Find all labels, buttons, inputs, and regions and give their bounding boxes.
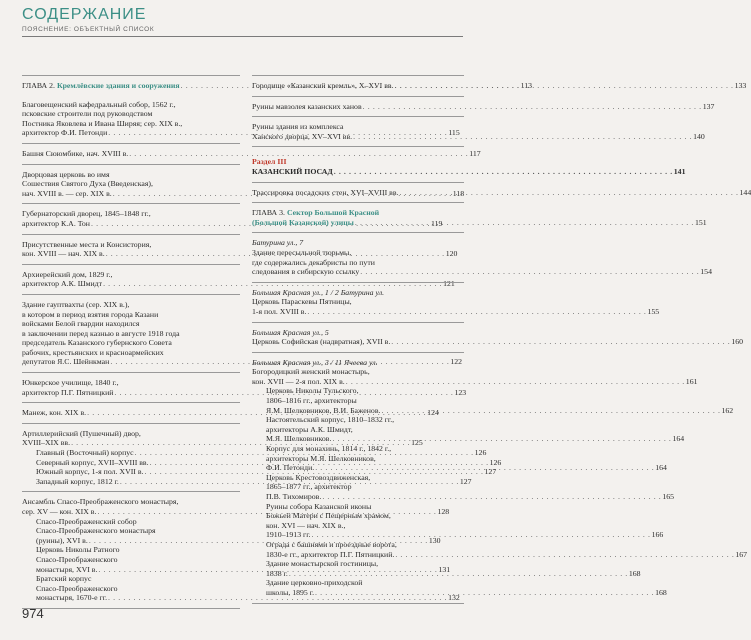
divider [22,164,240,165]
page-ref: 166 [651,530,664,540]
page-ref: 118 [452,188,465,198]
toc-chapter-3[interactable] [252,208,707,227]
divider [22,491,240,492]
entry-text: Юнкерское училище, 1840 г., [22,378,119,388]
entry-text: рабочих, крестьянских и красноармейских [22,347,164,357]
entry-text: Церковь Крестовоздвиженская, [266,472,371,482]
entry-text: 1910–1913 гг. [266,530,311,540]
page-ref: 126 [489,457,502,467]
page-ref: 123 [454,387,467,397]
entry-text: Божьей Матери с Пещерным храмом, [266,511,391,521]
section-label: Раздел III [252,157,287,167]
entry-text: архитекторы А.К. Шмидт, [266,424,353,434]
divider [22,402,240,403]
entry-text: Церковь Николы Ратного [36,545,120,555]
entry-text: П.В. Тихомиров. [266,492,322,501]
page-ref: 115 [448,128,460,138]
entry-text: нач. XVIII в. — сер. XIX в. [22,188,112,198]
page-ref: 120 [445,249,458,259]
entry-text: Богородицкий женский монастырь, [252,367,370,377]
page-ref: 164 [672,434,685,444]
entry-text: Церковь Николы Тульского, [266,386,359,396]
section-title: КАЗАНСКИЙ ПОСАД [252,166,333,176]
address-text: Большая Красная ул., 1 / 2 Батурина ул. [252,287,385,297]
entry-text: Южный корпус, 1-я пол. XVII в. [36,467,144,477]
entry-text: где содержались декабристы по пути [252,257,375,267]
entry-text: Ограда с башнями и проездные ворота, [266,539,397,549]
entry-text: Северный корпус, XVII–XVIII вв. [36,457,149,467]
divider [22,75,240,76]
entry-text: в заключении перед казнью в августе 1918 года [22,328,180,338]
chapter-prefix: ГЛАВА 2. [22,81,57,90]
toc-subentry[interactable] [252,578,667,597]
entry-text: XVIII–XIX вв. [22,438,71,448]
divider [22,264,240,265]
entry-text: Церковь Софийская (надвратная), XVII в. [252,337,391,347]
divider [22,203,240,204]
entry-text: Губернаторский дворец, 1845–1848 гг., [22,209,151,219]
address-text: Батурина ул., 7 [252,238,304,248]
entry-text: Здание пересыльной тюрьмы, [252,247,352,257]
entry-text: председатель Казанского губернского Совета [22,338,172,348]
page-ref: 137 [702,101,715,111]
divider [252,96,464,97]
entry-text: Трассировка посадских стен, XVI–XVIII вв. [252,187,399,197]
entry-text: в котором в период взятия города Казани [22,309,159,319]
page-ref: 117 [469,148,481,158]
page-ref: 133 [734,81,747,90]
toc-entry-baturina[interactable] [252,238,712,277]
page-ref: 125 [411,438,423,448]
toc-entry-paraskeva[interactable] [252,287,660,317]
entry-text: Артиллерийский (Пушечный) двор, [22,428,141,438]
entry-text: 1-я пол. XVIII в. [252,306,307,316]
page-ref: 124 [427,408,439,418]
entry-text: Главный (Восточный) корпус [36,448,134,458]
entry-text: школы, 1895 г. [266,587,315,597]
entry-text: Ансамбль Спасо-Преображенского монастыря, [22,497,179,507]
entry-text: кон. XVI — нач. XIX в., [266,520,346,530]
entry-text: Западный корпус, 1812 г. [36,476,119,486]
toc-entry-mausoleum[interactable] [252,101,715,112]
toc-subentry[interactable] [252,501,664,540]
entry-text: Руины мавзолея казанских ханов [252,101,362,111]
page-ref: 127 [484,467,497,477]
page-ref: 126 [474,448,487,458]
page-ref: 119 [431,218,443,228]
entry-text: архитекторы М.Я. Шелковников, [266,453,376,463]
divider [252,146,464,147]
entry-text: сер. XV — кон. XIX в. [22,507,97,516]
entry-text: Настоятельский корпус, 1810–1832 гг., [266,415,395,425]
entry-text: Ф.И. Петонди. [266,463,315,473]
address-text: Большая Красная ул., 3 / 11 Ячеева ул. [252,357,378,367]
page-ref: 131 [438,564,451,574]
entry-text: Присутственные места и Консистория, [22,239,152,249]
entry-text: кон. XVII — 2-я пол. XIX в. [252,376,345,386]
entry-text: монастыря, 1670-е гг. [36,593,108,603]
page-ref: 154 [700,267,712,277]
page-ref: 167 [735,549,748,559]
page-ref: 165 [662,492,675,501]
divider [22,423,240,424]
entry-text: депутатов Я.С. Шейнкман [22,357,110,367]
page-ref: 144 [739,187,751,197]
divider [252,352,464,353]
entry-text: Манеж, кон. XIX в. [22,408,87,418]
toc-entry-trassirovka[interactable] [252,187,751,198]
toc-entry-bogoroditsky[interactable] [252,357,698,387]
page-number: 974 [22,606,44,621]
page-ref: 164 [655,463,667,473]
toc-subentry[interactable] [252,559,641,578]
divider [252,202,464,203]
page-ref: 130 [428,535,441,545]
entry-text: архитектор Ф.И. Петонди [22,128,108,138]
entry-text: Я.М. Шелковников, В.И. Баженов. [266,405,381,415]
entry-text: кон. XVIII — нач. XIX в. [22,249,105,259]
entry-text: Постника Яковлева и Ивана Ширяя; сер. XIX в., [22,118,183,128]
entry-text: Спасо-Преображенского [36,554,118,564]
divider [22,294,240,295]
page-ref: 122 [450,357,463,367]
entry-text: Корпус для монахинь, 1814 г., 1842 г., [266,444,392,454]
toc-entry-sofiyskaya[interactable] [252,327,744,347]
entry-text: Братский корпус [36,574,92,584]
toc-entry-khan-palace[interactable] [252,122,705,141]
entry-text: Руины здания из комплекса [252,122,344,132]
entry-text: Сошествия Святого Духа (Введенская), [22,179,153,189]
entry-text: войсками Белой гвардии находился [22,319,140,329]
divider [22,608,240,609]
entry-text: архитектор П.Г. Пятницкий [22,387,114,397]
page-subtitle: ПОЯСНЕНИЕ: ОБЪЕКТНЫЙ СПИСОК [22,26,155,33]
page-ref: 161 [685,376,698,386]
divider [22,372,240,373]
toc-entry-tower[interactable] [22,148,481,159]
page-ref: 168 [628,568,641,578]
page-ref: 113 [520,81,533,90]
entry-text: Городище «Казанский кремль», X–XVI вв. [252,81,394,90]
divider [252,116,464,117]
entry-text: Башня Сююмбике, нач. XVIII в. [22,148,129,158]
entry-text: псковские строители под руководством [22,109,153,119]
chapter-title: (Большой Казанской) улицы [252,217,354,227]
entry-text: Здание монастырской гостиницы, [266,559,379,569]
page-ref: 140 [693,131,705,141]
entry-text: 1830-е гг., архитектор П.Г. Пятницкий. [266,549,395,559]
entry-text: Архиерейский дом, 1829 г., [22,269,113,279]
entry-text: Здание гауптвахты (сер. XIX в.), [22,299,130,309]
page-title: СОДЕРЖАНИЕ [22,6,147,23]
entry-text: архитектор К.А. Тон [22,218,90,228]
entry-text: Спасо-Преображенский собор [36,516,137,526]
entry-text: Ханского дворца, XV–XVI вв. [252,131,353,141]
page-ref: 160 [731,337,744,347]
entry-text: Спасо-Преображенского монастыря [36,526,156,536]
entry-text: Благовещенский кафедральный собор, 1562 г., [22,99,176,109]
entry-text: Дворцовая церковь во имя [22,169,110,179]
entry-text: 1865–1877 гг., архитектор [266,482,352,492]
page-ref: 128 [437,507,450,516]
header-divider [22,36,463,37]
entry-text: 1838 г. [266,568,288,578]
page-ref: 132 [448,593,460,603]
entry-text: Церковь Параскевы Пятницы, [252,297,352,307]
chapter-title: Кремлёвские здания и сооружения [56,81,180,90]
entry-text: монастыря, XVI в. [36,564,98,574]
divider [252,182,464,183]
address-text: Большая Красная ул., 5 [252,327,329,337]
page-ref: 141 [673,166,686,176]
toc-subentry[interactable] [252,415,685,444]
entry-text: Здание церковно-приходской [266,578,363,588]
divider [252,322,464,323]
page-ref: 162 [721,405,734,415]
toc-subentry[interactable] [252,539,748,559]
divider [22,234,240,235]
entry-text: Руины собора Казанской иконы [266,501,372,511]
page-ref: 168 [655,587,667,597]
chapter-prefix: ГЛАВА 3. [252,208,287,218]
entry-text: архитектор А.К. Шмидт [22,279,103,289]
page-ref: 151 [694,217,707,227]
divider [252,75,464,76]
page-ref: 121 [443,279,455,289]
toc-subentry[interactable] [252,386,734,415]
entry-text: 1806–1816 гг., архитекторы [266,396,357,406]
divider [252,232,464,233]
entry-text: М.Я. Шелковников. [266,434,332,444]
page-ref: 155 [647,306,660,316]
entry-text: (руины), XVI в. [36,535,88,545]
divider [252,282,464,283]
page-ref: 127 [459,476,472,486]
entry-text: следования в сибирскую ссылку [252,267,360,277]
entry-text: Спасо-Преображенского [36,583,118,593]
divider [22,143,240,144]
toc-section-3[interactable] [252,157,686,176]
chapter-title: Сектор Большой Красной [286,208,380,218]
divider [252,603,464,604]
